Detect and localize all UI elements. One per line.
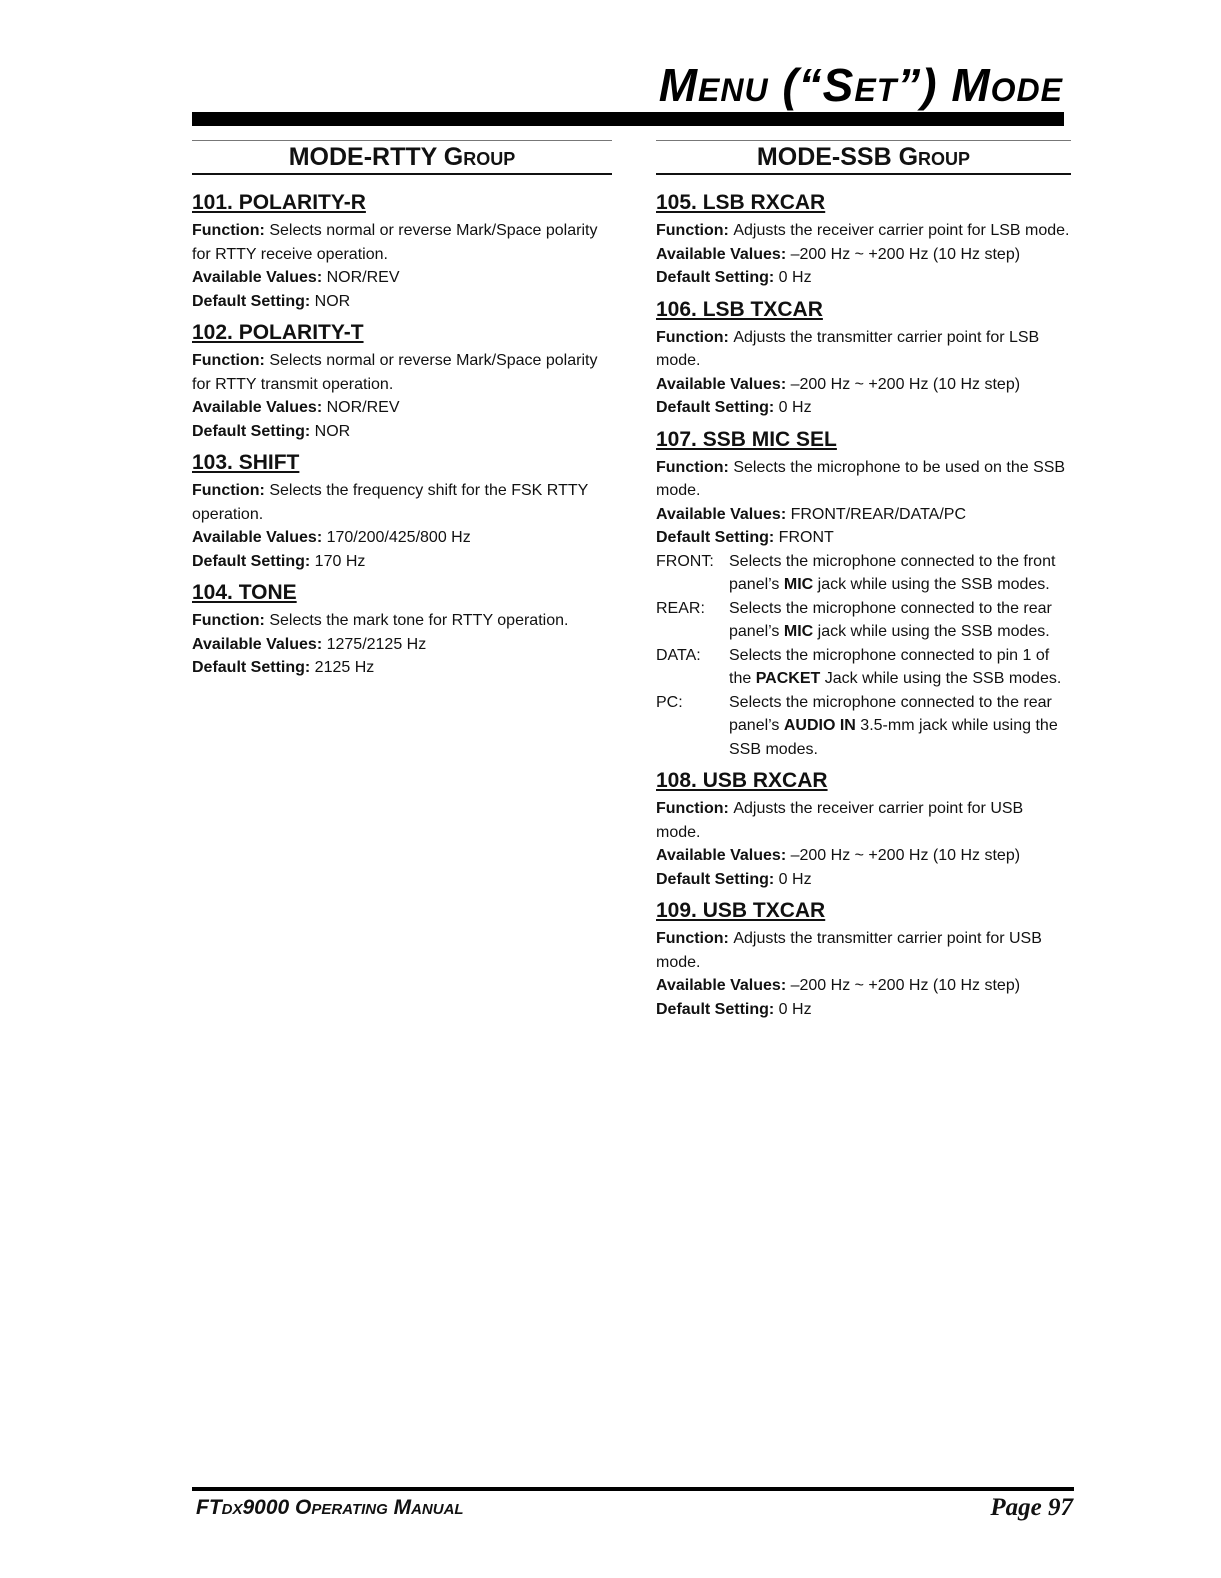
default-colon: :: [304, 552, 315, 570]
option-row: [656, 550, 1071, 597]
default-value: FRONT: [778, 529, 834, 546]
function-value: Selects the frequency shift for the FSK RTTY operation.: [192, 482, 588, 523]
menu-item-title: 103. SHIFT: [192, 451, 300, 474]
values-colon: :: [316, 269, 327, 286]
default-line: [192, 290, 612, 314]
values-label: Available Values: [656, 375, 781, 393]
default-colon: :: [304, 422, 315, 440]
values-colon: :: [316, 529, 327, 546]
function-colon: :: [259, 352, 270, 369]
ssb-item-list: [656, 189, 1071, 1021]
option-row: [656, 691, 1071, 762]
menu-item-title: 108. USB RXCAR: [656, 769, 828, 792]
menu-item: [656, 189, 1071, 290]
values-value: 1275/2125 Hz: [326, 635, 427, 653]
values-line: [192, 633, 612, 657]
function-value: Adjusts the receiver carrier point for LSB mode.: [733, 222, 1070, 239]
values-label: Available Values: [192, 635, 317, 653]
function-label: Function: [192, 612, 260, 629]
option-jack-name: AUDIO IN: [783, 717, 856, 734]
default-value: NOR: [314, 292, 351, 310]
function-line: [192, 609, 612, 633]
values-line: [656, 503, 1071, 527]
function-colon: :: [723, 328, 734, 346]
default-value: 0 Hz: [778, 870, 812, 888]
option-key: DATA:: [656, 646, 701, 664]
option-text-post: 3.5-mm jack while using the SSB modes.: [729, 717, 1058, 758]
menu-item: [192, 579, 612, 680]
page-header-title: Menu (“Set”) Mode: [658, 59, 1063, 111]
default-colon: :: [768, 1000, 779, 1018]
function-line: [656, 797, 1071, 844]
function-value: Selects normal or reverse Mark/Space polarity for RTTY receive operation.: [192, 222, 598, 263]
default-colon: :: [768, 529, 779, 546]
values-value: –200 Hz ~ +200 Hz (10 Hz step): [790, 375, 1021, 393]
menu-item: [656, 296, 1071, 420]
option-description: [729, 597, 1071, 644]
function-label: Function: [192, 352, 260, 369]
option-jack-name: PACKET: [755, 670, 821, 687]
function-colon: :: [723, 930, 734, 947]
values-value: FRONT/REAR/DATA/PC: [790, 505, 967, 523]
default-value: NOR: [314, 422, 351, 440]
values-colon: :: [316, 635, 327, 653]
option-description: [729, 644, 1071, 691]
function-colon: :: [723, 458, 734, 476]
function-value: Adjusts the receiver carrier point for USB mode.: [656, 800, 1024, 841]
function-label: Function: [656, 800, 724, 817]
function-label: Function: [656, 458, 724, 476]
default-value: 0 Hz: [778, 1000, 812, 1018]
function-value: Selects the mark tone for RTTY operation.: [269, 612, 569, 629]
function-colon: :: [723, 800, 734, 817]
values-colon: :: [780, 977, 791, 994]
option-text-pre: Selects the microphone connected to the rear panel’s: [729, 599, 1052, 640]
function-value: Selects the microphone to be used on the SSB mode.: [656, 458, 1066, 499]
values-value: –200 Hz ~ +200 Hz (10 Hz step): [790, 977, 1021, 994]
menu-item-title: 104. TONE: [192, 581, 297, 604]
default-label: Default Setting: [192, 659, 305, 676]
default-label: Default Setting: [656, 269, 769, 286]
values-value: NOR/REV: [326, 269, 400, 286]
default-label: Default Setting: [656, 529, 769, 546]
group-heading-ssb: MODE-SSB Group: [656, 140, 1071, 175]
default-line: [192, 420, 612, 444]
option-row: [656, 597, 1071, 644]
menu-item: [656, 426, 1071, 762]
right-column: [656, 140, 1071, 1027]
option-jack-name: MIC: [783, 576, 814, 593]
default-colon: :: [768, 870, 779, 888]
option-text-post: jack while using the SSB modes.: [813, 576, 1050, 593]
menu-item-title: 105. LSB RXCAR: [656, 191, 826, 214]
values-colon: :: [780, 375, 791, 393]
header-rule: [192, 112, 1064, 126]
option-text-pre: Selects the microphone connected to pin 1 of the: [729, 646, 1050, 687]
function-line: [192, 349, 612, 396]
default-line: [656, 998, 1071, 1022]
values-colon: :: [780, 245, 791, 263]
function-line: [656, 219, 1071, 243]
default-label: Default Setting: [656, 870, 769, 888]
default-colon: :: [304, 292, 315, 310]
default-label: Default Setting: [192, 422, 305, 440]
values-line: [656, 373, 1071, 397]
default-colon: :: [304, 659, 315, 676]
menu-item: [192, 319, 612, 443]
values-label: Available Values: [656, 847, 781, 864]
values-label: Available Values: [192, 269, 317, 286]
default-line: [656, 396, 1071, 420]
default-line: [656, 266, 1071, 290]
default-colon: :: [768, 269, 779, 286]
option-key: PC:: [656, 693, 683, 711]
menu-item-title: 101. POLARITY-R: [192, 191, 366, 214]
function-value: Adjusts the transmitter carrier point for LSB mode.: [656, 328, 1040, 369]
default-value: 2125 Hz: [314, 659, 375, 676]
default-line: [656, 526, 1071, 550]
function-label: Function: [656, 328, 724, 346]
function-line: [192, 219, 612, 266]
menu-item: [192, 449, 612, 573]
default-line: [192, 656, 612, 680]
default-label: Default Setting: [656, 399, 769, 416]
default-colon: :: [768, 399, 779, 416]
values-label: Available Values: [656, 505, 781, 523]
default-line: [656, 868, 1071, 892]
function-line: [656, 326, 1071, 373]
option-description: [729, 550, 1071, 597]
option-key: REAR:: [656, 599, 705, 617]
function-label: Function: [656, 930, 724, 947]
option-key: FRONT:: [656, 552, 714, 570]
values-colon: :: [780, 505, 791, 523]
values-value: –200 Hz ~ +200 Hz (10 Hz step): [790, 245, 1021, 263]
default-value: 0 Hz: [778, 269, 812, 286]
values-value: –200 Hz ~ +200 Hz (10 Hz step): [790, 847, 1021, 864]
option-description: [729, 691, 1071, 762]
option-text-pre: Selects the microphone connected to the front panel’s: [729, 552, 1056, 593]
default-value: 170 Hz: [314, 552, 366, 570]
menu-item-title: 106. LSB TXCAR: [656, 297, 823, 321]
default-value: 0 Hz: [778, 399, 812, 416]
values-colon: :: [316, 399, 327, 416]
menu-item-title: 107. SSB MIC SEL: [656, 427, 837, 451]
function-value: Adjusts the transmitter carrier point for USB mode.: [656, 930, 1042, 971]
page-number: Page 97: [990, 1494, 1073, 1521]
group-heading-rtty: MODE-RTTY Group: [192, 140, 612, 175]
values-line: [656, 974, 1071, 998]
option-text-post: Jack while using the SSB modes.: [820, 670, 1062, 687]
option-jack-name: MIC: [783, 623, 814, 640]
option-text-post: jack while using the SSB modes.: [813, 623, 1050, 640]
values-label: Available Values: [656, 245, 781, 263]
function-line: [192, 479, 612, 526]
menu-item: [656, 897, 1071, 1021]
footer-manual-title: FTdx9000 Operating Manual: [196, 1496, 464, 1519]
function-colon: :: [259, 222, 270, 239]
values-line: [192, 526, 612, 550]
values-value: NOR/REV: [326, 399, 400, 416]
function-line: [656, 456, 1071, 503]
function-colon: :: [723, 222, 734, 239]
function-label: Function: [192, 482, 260, 499]
menu-item: [656, 767, 1071, 891]
values-label: Available Values: [656, 977, 781, 994]
values-line: [656, 844, 1071, 868]
default-label: Default Setting: [192, 292, 305, 310]
values-label: Available Values: [192, 399, 317, 416]
option-row: [656, 644, 1071, 691]
values-colon: :: [780, 847, 791, 864]
left-column: [192, 140, 612, 686]
function-colon: :: [259, 612, 270, 629]
values-value: 170/200/425/800 Hz: [326, 529, 471, 546]
function-label: Function: [192, 222, 260, 239]
values-line: [656, 243, 1071, 267]
footer-rule: [192, 1487, 1074, 1491]
function-line: [656, 927, 1071, 974]
option-text-pre: Selects the microphone connected to the rear panel’s: [729, 693, 1052, 734]
menu-item-title: 102. POLARITY-T: [192, 321, 364, 344]
function-value: Selects normal or reverse Mark/Space polarity for RTTY transmit operation.: [192, 352, 598, 393]
default-label: Default Setting: [192, 552, 305, 570]
values-line: [192, 396, 612, 420]
menu-item: [192, 189, 612, 313]
function-label: Function: [656, 222, 724, 239]
default-label: Default Setting: [656, 1000, 769, 1018]
function-colon: :: [259, 482, 270, 499]
default-line: [192, 550, 612, 574]
menu-item-title: 109. USB TXCAR: [656, 899, 826, 922]
rtty-item-list: [192, 189, 612, 680]
values-label: Available Values: [192, 529, 317, 546]
values-line: [192, 266, 612, 290]
